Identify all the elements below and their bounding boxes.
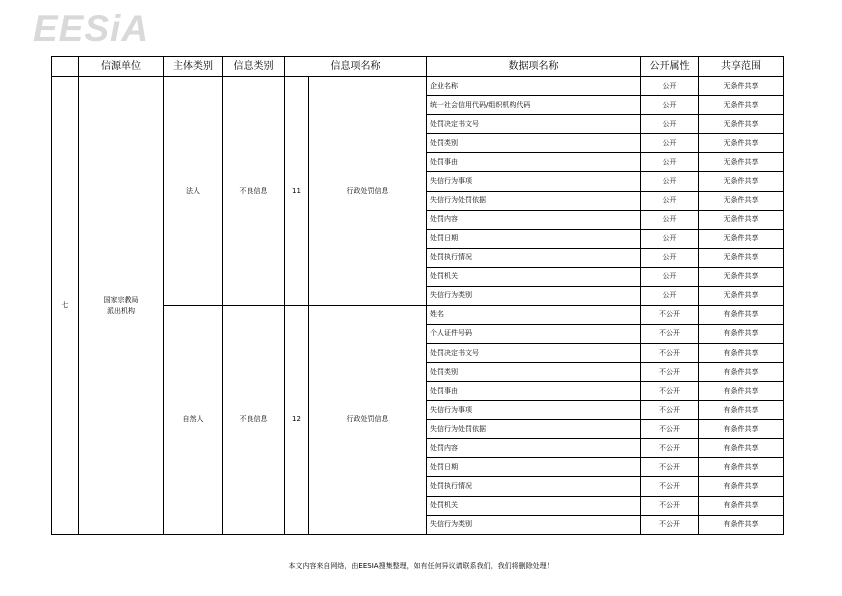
header-source-unit: 信源单位 bbox=[79, 57, 164, 77]
item-number-cell: 11 bbox=[285, 77, 309, 306]
info-category-cell: 不良信息 bbox=[223, 77, 285, 306]
sharing-scope-cell: 无条件共享 bbox=[699, 96, 784, 115]
sharing-scope-cell: 有条件共享 bbox=[699, 458, 784, 477]
public-attribute-cell: 不公开 bbox=[641, 477, 699, 496]
subject-category-cell: 法人 bbox=[164, 77, 223, 306]
public-attribute-cell: 公开 bbox=[641, 191, 699, 210]
public-attribute-cell: 公开 bbox=[641, 115, 699, 134]
sharing-scope-cell: 有条件共享 bbox=[699, 496, 784, 515]
data-item-name-cell: 处罚机关 bbox=[427, 496, 641, 515]
public-attribute-cell: 不公开 bbox=[641, 344, 699, 363]
footer-note: 本文内容来自网络，由EESIA搜集整理，如有任何异议请联系我们，我们将删除处理！ bbox=[288, 562, 554, 570]
info-category-cell: 不良信息 bbox=[223, 305, 285, 534]
sharing-scope-cell: 无条件共享 bbox=[699, 267, 784, 286]
data-item-name-cell: 失信行为事项 bbox=[427, 172, 641, 191]
public-attribute-cell: 不公开 bbox=[641, 420, 699, 439]
eesia-logo: EESiA bbox=[33, 8, 150, 49]
data-item-name-cell: 处罚日期 bbox=[427, 229, 641, 248]
sharing-scope-cell: 有条件共享 bbox=[699, 305, 784, 324]
header-info-category: 信息类别 bbox=[223, 57, 285, 77]
sharing-scope-cell: 有条件共享 bbox=[699, 401, 784, 420]
item-number-cell: 12 bbox=[285, 305, 309, 534]
data-item-name-cell: 失信行为类别 bbox=[427, 515, 641, 534]
sharing-scope-cell: 有条件共享 bbox=[699, 363, 784, 382]
source-unit-cell: 国家宗教局 派出机构 bbox=[79, 77, 164, 535]
header-blank bbox=[52, 57, 79, 77]
header-info-item-name: 信息项名称 bbox=[285, 57, 427, 77]
data-item-name-cell: 失信行为处罚依据 bbox=[427, 191, 641, 210]
public-attribute-cell: 不公开 bbox=[641, 305, 699, 324]
header-subject-category: 主体类别 bbox=[164, 57, 223, 77]
sharing-scope-cell: 无条件共享 bbox=[699, 210, 784, 229]
public-attribute-cell: 公开 bbox=[641, 77, 699, 96]
public-attribute-cell: 公开 bbox=[641, 248, 699, 267]
public-attribute-cell: 不公开 bbox=[641, 382, 699, 401]
data-item-name-cell: 处罚决定书文号 bbox=[427, 115, 641, 134]
data-item-name-cell: 企业名称 bbox=[427, 77, 641, 96]
public-attribute-cell: 公开 bbox=[641, 96, 699, 115]
info-item-name-cell: 行政处罚信息 bbox=[309, 77, 427, 306]
public-attribute-cell: 公开 bbox=[641, 286, 699, 305]
row-index-cell: 七 bbox=[52, 77, 79, 535]
data-item-name-cell: 处罚事由 bbox=[427, 382, 641, 401]
sharing-scope-cell: 有条件共享 bbox=[699, 515, 784, 534]
sharing-scope-cell: 有条件共享 bbox=[699, 477, 784, 496]
data-item-name-cell: 失信行为类别 bbox=[427, 286, 641, 305]
public-attribute-cell: 公开 bbox=[641, 229, 699, 248]
sharing-scope-cell: 无条件共享 bbox=[699, 77, 784, 96]
public-attribute-cell: 不公开 bbox=[641, 324, 699, 343]
sharing-scope-cell: 有条件共享 bbox=[699, 324, 784, 343]
sharing-scope-cell: 无条件共享 bbox=[699, 248, 784, 267]
data-item-name-cell: 统一社会信用代码/组织机构代码 bbox=[427, 96, 641, 115]
table-row bbox=[52, 77, 784, 96]
sharing-scope-cell: 有条件共享 bbox=[699, 344, 784, 363]
sharing-scope-cell: 无条件共享 bbox=[699, 153, 784, 172]
data-item-name-cell: 处罚事由 bbox=[427, 153, 641, 172]
data-item-name-cell: 处罚类别 bbox=[427, 363, 641, 382]
sharing-scope-cell: 无条件共享 bbox=[699, 172, 784, 191]
data-item-name-cell: 失信行为事项 bbox=[427, 401, 641, 420]
sharing-scope-cell: 有条件共享 bbox=[699, 420, 784, 439]
data-item-name-cell: 处罚日期 bbox=[427, 458, 641, 477]
public-attribute-cell: 不公开 bbox=[641, 439, 699, 458]
data-item-name-cell: 个人证件号码 bbox=[427, 324, 641, 343]
public-attribute-cell: 不公开 bbox=[641, 515, 699, 534]
data-item-name-cell: 处罚执行情况 bbox=[427, 248, 641, 267]
public-attribute-cell: 公开 bbox=[641, 153, 699, 172]
sharing-scope-cell: 无条件共享 bbox=[699, 115, 784, 134]
header-public-attribute: 公开属性 bbox=[641, 57, 699, 77]
public-attribute-cell: 不公开 bbox=[641, 401, 699, 420]
data-item-name-cell: 处罚决定书文号 bbox=[427, 344, 641, 363]
public-attribute-cell: 公开 bbox=[641, 172, 699, 191]
public-attribute-cell: 不公开 bbox=[641, 496, 699, 515]
public-attribute-cell: 公开 bbox=[641, 134, 699, 153]
sharing-scope-cell: 有条件共享 bbox=[699, 382, 784, 401]
table-header-row bbox=[52, 57, 784, 77]
data-item-name-cell: 处罚内容 bbox=[427, 439, 641, 458]
data-item-name-cell: 姓名 bbox=[427, 305, 641, 324]
public-attribute-cell: 不公开 bbox=[641, 363, 699, 382]
sharing-scope-cell: 无条件共享 bbox=[699, 229, 784, 248]
sharing-scope-cell: 无条件共享 bbox=[699, 191, 784, 210]
info-item-name-cell: 行政处罚信息 bbox=[309, 305, 427, 534]
header-data-item-name: 数据项名称 bbox=[427, 57, 641, 77]
data-item-name-cell: 处罚机关 bbox=[427, 267, 641, 286]
public-attribute-cell: 不公开 bbox=[641, 458, 699, 477]
sharing-scope-cell: 无条件共享 bbox=[699, 134, 784, 153]
subject-category-cell: 自然人 bbox=[164, 305, 223, 534]
data-item-name-cell: 处罚类别 bbox=[427, 134, 641, 153]
data-item-name-cell: 处罚内容 bbox=[427, 210, 641, 229]
sharing-scope-cell: 无条件共享 bbox=[699, 286, 784, 305]
sharing-scope-cell: 有条件共享 bbox=[699, 439, 784, 458]
public-attribute-cell: 公开 bbox=[641, 267, 699, 286]
public-attribute-cell: 公开 bbox=[641, 210, 699, 229]
data-table bbox=[51, 56, 784, 535]
data-item-name-cell: 处罚执行情况 bbox=[427, 477, 641, 496]
header-sharing-scope: 共享范围 bbox=[699, 57, 784, 77]
data-item-name-cell: 失信行为处罚依据 bbox=[427, 420, 641, 439]
